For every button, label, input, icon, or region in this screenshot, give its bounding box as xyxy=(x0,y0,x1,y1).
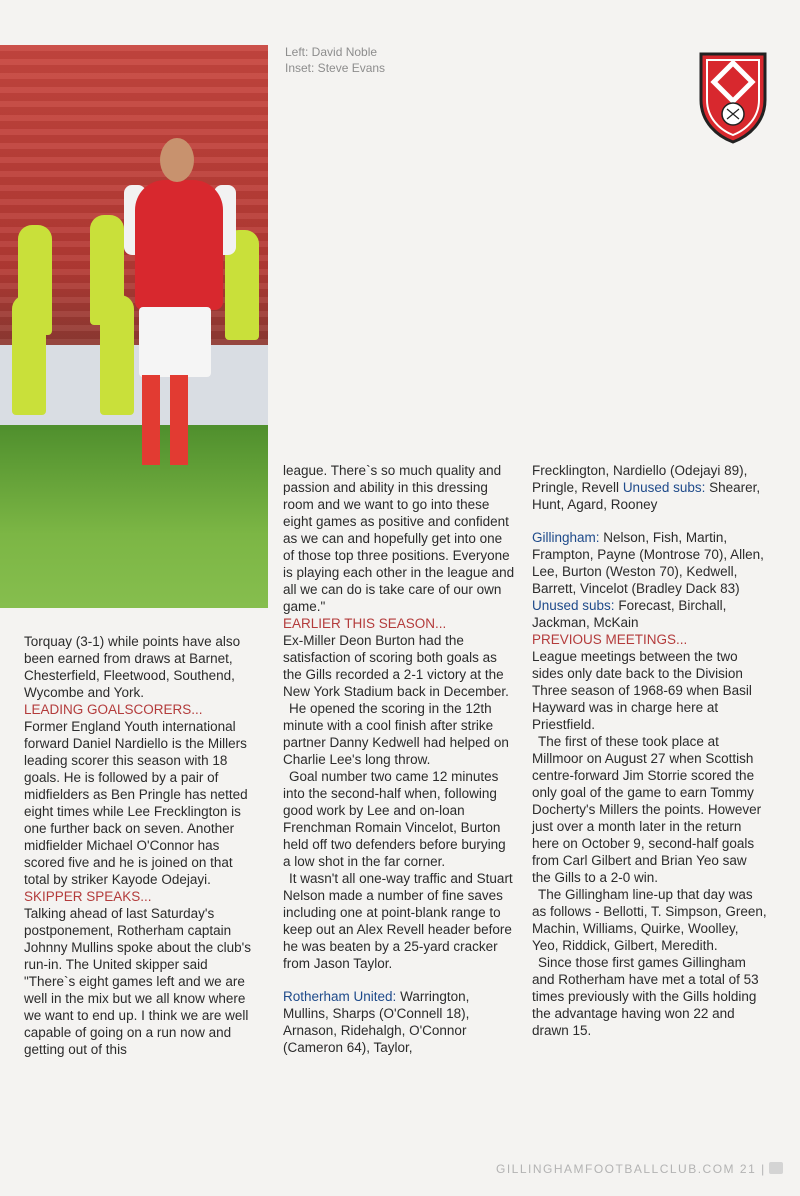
player-shorts xyxy=(139,307,211,377)
club-crest-icon xyxy=(697,48,769,144)
goalscorers-heading: LEADING GOALSCORERS... xyxy=(24,702,203,717)
previous-paragraph: Since those first games Gillingham and Rotherham have met a total of 53 times previously with the Gills holding the advantage having won 22 and drawn 15. xyxy=(532,955,759,1038)
quote-continuation: league. There`s so much quality and passion and ability in this dressing room and we want to go into these eight games as positive and confident as we can and hopefully get into one of those top three positions. Everyone is playing each other in the league and all we can do is take care of our own game." xyxy=(283,463,515,614)
previous-heading: PREVIOUS MEETINGS... xyxy=(532,632,688,647)
photo-credit-left: Left: David Noble xyxy=(285,45,378,59)
rotherham-players: Warrington, Mullins, Sharps (O'Connell 18), Arnason, Ridehalgh, O'Connor (Cameron 64), Taylor, xyxy=(283,989,470,1055)
player-head xyxy=(160,138,194,182)
earlier-paragraph: It wasn't all one-way traffic and Stuart Nelson made a number of fine saves including one at point-blank range to keep out an Alex Revell header before he was beaten by a 25-yard cracker from Jason Taylor. xyxy=(283,871,513,971)
unused-subs-label: Unused subs: xyxy=(532,598,615,613)
page-footer: GILLINGHAMFOOTBALLCLUB.COM 21 | xyxy=(496,1162,783,1176)
skipper-paragraph: Talking ahead of last Saturday's postponement, Rotherham captain Johnny Mullins spoke about the club's run-in. The United skipper said "There`s eight games left and we are well in the mix but we all know where we want to end up. I think we are well capable of going on a run now and getting out of this xyxy=(24,906,251,1057)
player-leg xyxy=(170,375,188,465)
skipper-heading: SKIPPER SPEAKS... xyxy=(24,889,152,904)
intro-paragraph: Torquay (3-1) while points have also been earned from draws at Barnet, Chesterfield, Fleetwood, Southend, Wycombe and York. xyxy=(24,634,241,700)
rotherham-unused-subs: Shearer, Hunt, Agard, Rooney xyxy=(532,480,761,512)
gillingham-unused-subs: Forecast, Birchall, Jackman, McKain xyxy=(532,598,727,630)
pitch xyxy=(0,425,268,608)
player-leg xyxy=(142,375,160,465)
column-3 xyxy=(532,462,768,1039)
match-photo xyxy=(0,45,268,608)
earlier-paragraph: He opened the scoring in the 12th minute with a cool finish after strike partner Danny Kedwell had helped on Charlie Lee's long throw. xyxy=(283,701,509,767)
previous-paragraph: League meetings between the two sides only date back to the Division Three season of 1968-69 when Basil Hayward was in charge here at Priestfield. xyxy=(532,649,752,732)
gillingham-lineup xyxy=(532,529,768,631)
gillingham-players: Nelson, Fish, Martin, Frampton, Payne (Montrose 70), Allen, Lee, Burton (Weston 70), Kedwell, Barrett, Vincelot (Bradley Dack 83) xyxy=(532,530,764,596)
player-shirt xyxy=(135,180,223,310)
club-logo-icon xyxy=(769,1162,783,1174)
page-number: 21 xyxy=(739,1162,757,1176)
rotherham-lineup xyxy=(283,988,515,1056)
column-2 xyxy=(283,462,515,1056)
steward-figure xyxy=(12,295,46,415)
rotherham-players-cont: Frecklington, Nardiello (Odejayi 89), Pringle, Revell xyxy=(532,463,748,495)
unused-subs-label: Unused subs: xyxy=(622,480,706,495)
rotherham-label: Rotherham United: xyxy=(283,989,397,1004)
footer-site: GILLINGHAMFOOTBALLCLUB.COM xyxy=(496,1162,736,1176)
photo-credit-inset: Inset: Steve Evans xyxy=(285,61,386,75)
rotherham-lineup-cont xyxy=(532,462,768,513)
steward-figure xyxy=(100,295,134,415)
earlier-paragraph: Goal number two came 12 minutes into the second-half when, following good work by Lee and on-loan Frenchman Romain Vincelot, Burton held off two defenders before burying a low shot in the far corner. xyxy=(283,769,506,869)
previous-paragraph: The first of these took place at Millmoor on August 27 when Scottish centre-forward Jim Storrie scored the only goal of the game to earn Tommy Docherty's Millers the points. However just over a month later in the return here on October 9, second-half goals from Carl Gilbert and Brian Yeo saw the Gills to a 2-0 win. xyxy=(532,734,762,885)
earlier-paragraph: Ex-Miller Deon Burton had the satisfaction of scoring both goals as the Gills recorded a 2-1 victory at the New York Stadium back in December. xyxy=(283,633,509,699)
goalscorers-paragraph: Former England Youth international forward Daniel Nardiello is the Millers leading scorer this season with 18 goals. He is followed by a pair of midfielders as Ben Pringle has netted eight times while Lee Frecklington is one further back on seven. Another midfielder Michael O'Connor has scored five and he is joined on that total by striker Kayode Odejayi. xyxy=(24,719,248,887)
gillingham-label: Gillingham: xyxy=(532,530,600,545)
column-1 xyxy=(24,633,260,1058)
previous-paragraph: The Gillingham line-up that day was as follows - Bellotti, T. Simpson, Green, Machin, Williams, Quirke, Woolley, Yeo, Riddick, Gilbert, Meredith. xyxy=(532,887,767,953)
earlier-heading: EARLIER THIS SEASON... xyxy=(283,616,447,631)
